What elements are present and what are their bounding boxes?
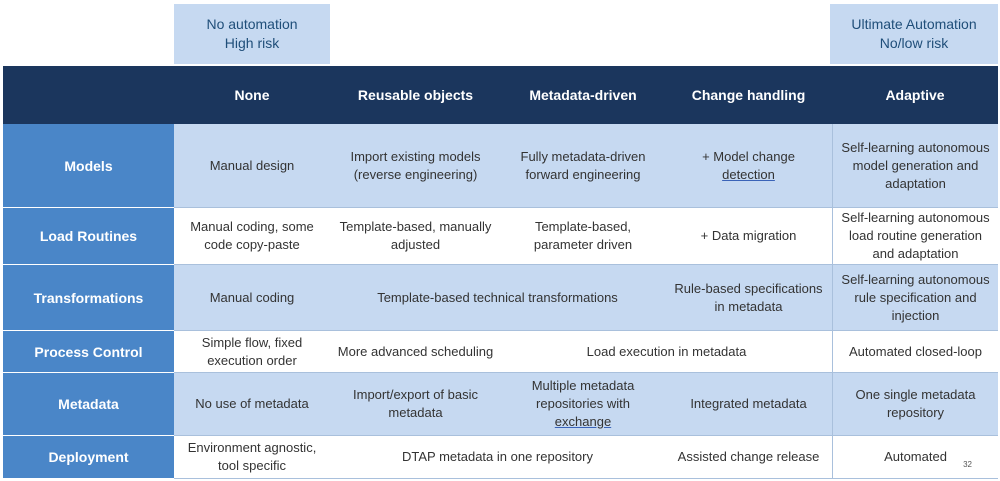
models-change-handling [665, 124, 832, 208]
models-change-link: detection [722, 166, 775, 182]
load-routines-reusable: Template-based, manually adjusted [330, 208, 501, 265]
page-number: 32 [963, 460, 972, 469]
metadata-adaptive: One single metadata repository [832, 373, 998, 436]
row-process-control [3, 331, 998, 373]
process-control-reusable: More advanced scheduling [330, 331, 501, 373]
models-reusable: Import existing models (reverse engineering) [330, 124, 501, 208]
row-label-transformations: Transformations [3, 265, 174, 331]
row-transformations [3, 265, 998, 331]
header-change-handling: Change handling [691, 87, 806, 103]
column-header-row [3, 66, 998, 124]
row-load-routines [3, 208, 998, 265]
header-none: None [234, 87, 270, 103]
row-label-deployment: Deployment [3, 436, 174, 479]
row-label-metadata: Metadata [3, 373, 174, 436]
low-risk-subtitle: No/low risk [879, 35, 949, 51]
deployment-change-handling: Assisted change release [665, 436, 832, 479]
load-routines-change-handling: + Data migration [665, 208, 832, 265]
models-metadata-driven: Fully metadata-driven forward engineering [501, 124, 665, 208]
metadata-none: No use of metadata [174, 373, 330, 436]
header-reusable-objects: Reusable objects [357, 87, 474, 103]
models-adaptive: Self-learning autonomous model generation and adaptation [832, 124, 998, 208]
metadata-repositories-text: Multiple metadata repositories with [531, 378, 635, 411]
process-control-none: Simple flow, fixed execution order [174, 331, 330, 373]
load-routines-none: Manual coding, some code copy-paste [174, 208, 330, 265]
row-label-process-control: Process Control [3, 331, 174, 373]
deployment-adaptive: Automated [832, 436, 998, 479]
transformations-change-handling: Rule-based specifications in metadata [665, 265, 832, 331]
ultimate-automation-title: Ultimate Automation [851, 16, 977, 32]
models-none: Manual design [174, 124, 330, 208]
row-models [3, 124, 998, 208]
header-adaptive: Adaptive [885, 87, 945, 103]
deployment-none: Environment agnostic, tool specific [174, 436, 330, 479]
models-change-text: + Model change [702, 148, 795, 164]
row-label-models: Models [3, 124, 174, 208]
transformations-none: Manual coding [174, 265, 330, 331]
process-control-adaptive: Automated closed-loop [832, 331, 998, 373]
header-metadata-driven: Metadata-driven [529, 87, 637, 103]
metadata-change-handling: Integrated metadata [665, 373, 832, 436]
process-control-load-execution: Load execution in metadata [501, 331, 832, 373]
load-routines-adaptive: Self-learning autonomous load routine generation and adaptation [832, 208, 998, 265]
metadata-metadata-driven [501, 373, 665, 436]
row-label-load-routines: Load Routines [3, 208, 174, 265]
high-risk-subtitle: High risk [224, 35, 280, 51]
metadata-reusable: Import/export of basic metadata [330, 373, 501, 436]
ultimate-automation-label [830, 4, 998, 64]
transformations-adaptive: Self-learning autonomous rule specification and injection [832, 265, 998, 331]
metadata-exchange-link: exchange [554, 414, 612, 429]
transformations-template-based: Template-based technical transformations [330, 265, 665, 331]
row-metadata [3, 373, 998, 436]
deployment-dtap: DTAP metadata in one repository [330, 436, 665, 479]
row-deployment [3, 436, 998, 479]
header-corner [3, 66, 174, 124]
no-automation-label [174, 4, 330, 64]
no-automation-title: No automation [206, 16, 298, 32]
load-routines-metadata-driven: Template-based, parameter driven [501, 208, 665, 265]
